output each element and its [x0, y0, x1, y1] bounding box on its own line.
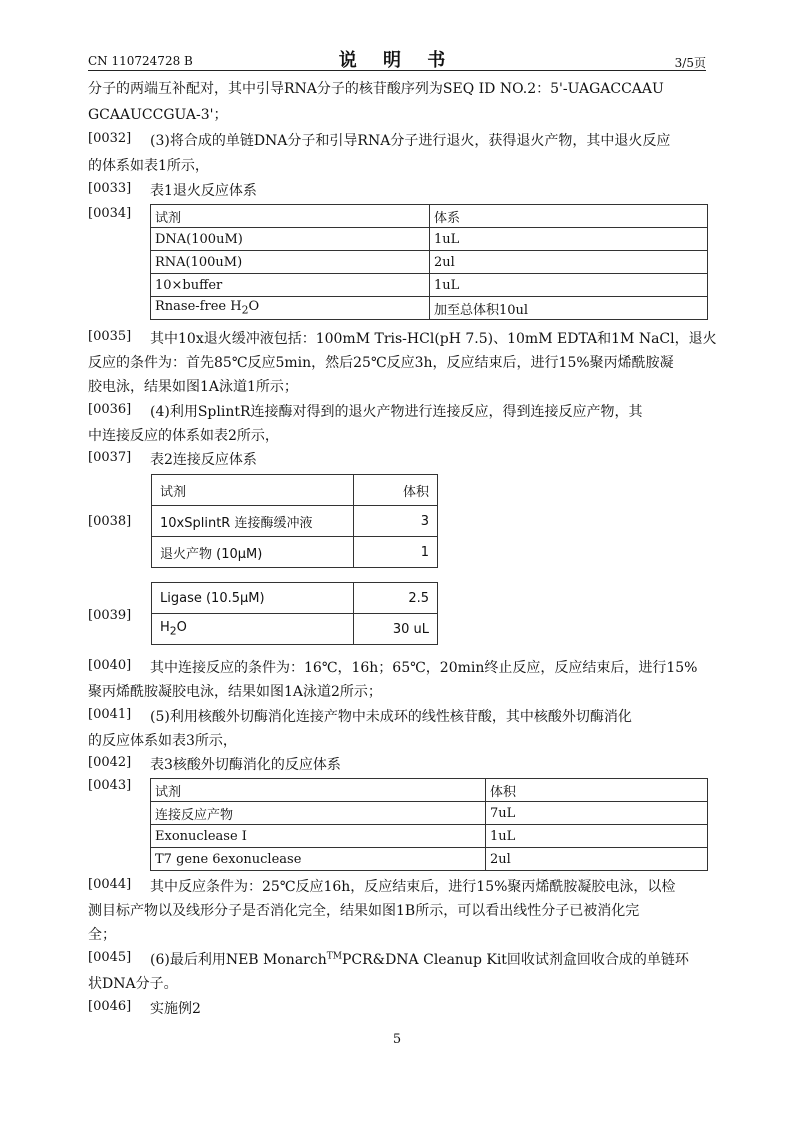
paragraph-tag: [0032]: [88, 131, 132, 146]
table-3: [150, 778, 708, 871]
paragraph-tag: [0043]: [88, 778, 132, 793]
table-cell: RNA(100uM): [151, 251, 430, 274]
table-header-row: [152, 475, 438, 506]
paragraph-tag: [0036]: [88, 402, 132, 417]
trademark-superscript: TM: [326, 951, 342, 962]
table-cell: 1uL: [430, 274, 708, 297]
h2o-label: Rnase-free H: [155, 299, 242, 315]
paragraph-line: 分子的两端互补配对，其中引导RNA分子的核苷酸序列为SEQ ID NO.2：5'-UAGACCAAU: [88, 81, 664, 97]
table-cell: 1uL: [486, 825, 708, 848]
paragraph-tag: [0035]: [88, 329, 132, 344]
table-cell: 体积: [354, 475, 438, 506]
paragraph-tag: [0040]: [88, 658, 132, 673]
table-cell: 3: [354, 506, 438, 537]
table-row: [152, 614, 438, 645]
paragraph-line: 中连接反应的体系如表2所示，: [88, 428, 279, 444]
table-cell: 试剂: [152, 475, 354, 506]
table-cell: 体系: [430, 205, 708, 228]
h2o-tail: O: [176, 620, 187, 636]
table-row: [151, 274, 708, 297]
table-cell: 10×buffer: [151, 274, 430, 297]
table-cell: 试剂: [151, 779, 486, 802]
paragraph-tag: [0038]: [88, 514, 132, 529]
table-caption: 表1退火反应体系: [150, 183, 257, 199]
table-cell: 10xSplintR 连接酶缓冲液: [152, 506, 354, 537]
table-cell: T7 gene 6exonuclease: [151, 848, 486, 871]
section-heading: 实施例2: [150, 1001, 201, 1017]
h2o-label: H: [160, 620, 170, 636]
paragraph-line: (5)利用核酸外切酶消化连接产物中未成环的线性核苷酸，其中核酸外切酶消化: [150, 709, 632, 725]
table-cell: 2.5: [354, 583, 438, 614]
paragraph-line: 其中连接反应的条件为：16℃，16h；65℃，20min终止反应，反应结束后，进行15%: [150, 660, 698, 676]
paragraph-line: 其中反应条件为：25℃反应16h，反应结束后，进行15%聚丙烯酰胺凝胶电泳，以检: [150, 879, 676, 895]
paragraph-line: (4)利用SplintR连接酶对得到的退火产物进行连接反应，得到连接反应产物，其: [150, 404, 643, 420]
table-cell: 加至总体积10ul: [430, 297, 708, 320]
table-row: [151, 802, 708, 825]
table-cell: 1: [354, 537, 438, 568]
page-indicator: 3/5页: [674, 56, 706, 70]
paragraph-tag: [0037]: [88, 450, 132, 465]
table-header-row: [151, 779, 708, 802]
table-cell: 7uL: [486, 802, 708, 825]
table-cell: Exonuclease I: [151, 825, 486, 848]
paragraph-line: 状DNA分子。: [88, 976, 178, 992]
paragraph-line: (3)将合成的单链DNA分子和引导RNA分子进行退火，获得退火产物，其中退火反应: [150, 133, 671, 149]
table-row: [151, 251, 708, 274]
page-number: 5: [392, 1032, 402, 1047]
paragraph-line: 的反应体系如表3所示，: [88, 733, 237, 749]
table-cell: 1uL: [430, 228, 708, 251]
table-cell: DNA(100uM): [151, 228, 430, 251]
paragraph-line: GCAAUCCGUA-3'；: [88, 107, 228, 123]
text-segment: (6)最后利用NEB Monarch: [150, 952, 327, 968]
paragraph-line: 胶电泳，结果如图1A泳道1所示；: [88, 379, 298, 395]
header-rule: [88, 70, 706, 71]
paragraph-line: 的体系如表1所示，: [88, 158, 209, 174]
table-row: [152, 506, 438, 537]
h2o-tail: O: [248, 299, 260, 315]
subscript: 2: [169, 624, 177, 638]
table-cell: Ligase (10.5μM): [152, 583, 354, 614]
table-cell: 体积: [486, 779, 708, 802]
table-row: [151, 848, 708, 871]
paragraph-tag: [0046]: [88, 999, 132, 1014]
table-row: [152, 537, 438, 568]
paragraph-tag: [0045]: [88, 950, 132, 965]
table-cell: [151, 297, 430, 320]
table-row: [151, 228, 708, 251]
paragraph-line: 反应的条件为：首先85℃反应5min，然后25℃反应3h，反应结束后，进行15%聚丙烯酰胺凝: [88, 355, 674, 371]
patent-number: CN 110724728 B: [88, 54, 193, 68]
table-cell: 2ul: [486, 848, 708, 871]
table-1: [150, 204, 708, 320]
table-2-bottom: [151, 582, 438, 645]
paragraph-line: 测目标产物以及线形分子是否消化完全，结果如图1B所示，可以看出线性分子已被消化完: [88, 903, 640, 919]
paragraph-line: 聚丙烯酰胺凝胶电泳，结果如图1A泳道2所示；: [88, 684, 382, 700]
paragraph-tag: [0033]: [88, 181, 132, 196]
table-row: [151, 825, 708, 848]
table-cell: [152, 614, 354, 645]
paragraph-tag: [0034]: [88, 206, 132, 221]
paragraph-tag: [0041]: [88, 707, 132, 722]
subscript: 2: [241, 303, 249, 317]
paragraph-line: [150, 949, 689, 969]
paragraph-tag: [0039]: [88, 608, 132, 623]
paragraph-tag: [0044]: [88, 877, 132, 892]
table-cell: 试剂: [151, 205, 430, 228]
paragraph-line: 其中10x退火缓冲液包括：100mM Tris-HCl(pH 7.5)、10mM EDTA和1M NaCl，退火: [150, 331, 717, 347]
table-cell: 退火产物 (10μM): [152, 537, 354, 568]
table-cell: 2ul: [430, 251, 708, 274]
table-row: [152, 583, 438, 614]
table-cell: 连接反应产物: [151, 802, 486, 825]
document-title: 说 明 书: [338, 50, 456, 71]
paragraph-tag: [0042]: [88, 755, 132, 770]
table-2-top: [151, 474, 438, 568]
table-cell: 30 uL: [354, 614, 438, 645]
paragraph-line: 全；: [88, 927, 116, 943]
table-row: [151, 297, 708, 320]
table-header-row: [151, 205, 708, 228]
text-segment: PCR&DNA Cleanup Kit回收试剂盒回收合成的单链环: [341, 952, 689, 968]
table-caption: 表3核酸外切酶消化的反应体系: [150, 757, 341, 773]
table-caption: 表2连接反应体系: [150, 452, 257, 468]
